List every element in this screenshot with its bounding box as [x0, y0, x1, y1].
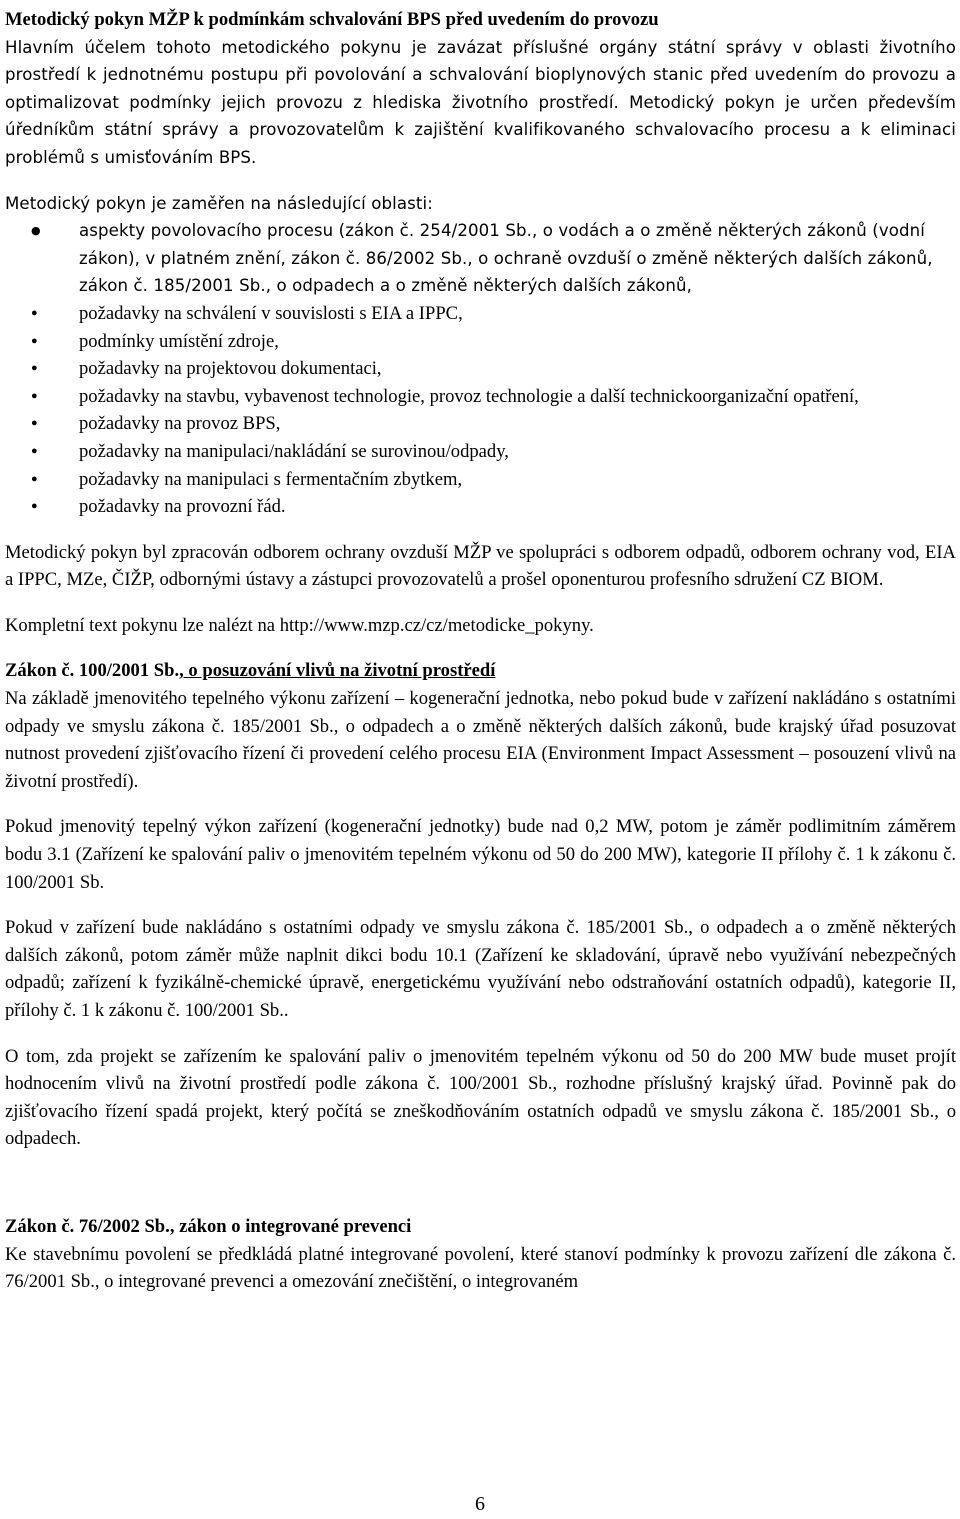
list-item: ● požadavky na projektovou dokumentaci,	[5, 355, 956, 383]
eia-paragraph: O tom, zda projekt se zařízením ke spalování paliv o jmenovitém tepelném výkonu od 50 do 200 MW bude muset projít hodnocením vlivů na životní prostředí podle zákona č. 100/2001 Sb., rozhodne příslušný krajský úřad. Povinně pak do zjišťovacího řízení spadá projekt, který počítá se zneškodňováním ostatních odpadů ve smyslu zákona č. 185/2001 Sb., o odpadech.	[5, 1045, 956, 1150]
list-item: ● požadavky na provoz BPS,	[5, 410, 956, 438]
areas-lead: Metodický pokyn je zaměřen na následující oblasti:	[5, 193, 433, 213]
section-heading-ippc	[5, 1213, 956, 1241]
section-heading-eia	[5, 657, 956, 685]
document-page	[5, 6, 956, 1296]
document-title: Metodický pokyn MŽP k podmínkám schvalování BPS před uvedením do provozu	[5, 9, 659, 30]
section-heading-ippc-law: Zákon č. 76/2002 Sb.	[5, 1215, 170, 1237]
eia-paragraph: Pokud v zařízení bude nakládáno s ostatními odpady ve smyslu zákona č. 185/2001 Sb., o odpadech a o změně některých dalších zákonů, potom záměr může naplnit dikci bodu 10.1 (Zařízení ke skladování, úpravě nebo využívání nebezpečných odpadů; zařízení k fyzikálně-chemické úpravě, energetickému využívání nebo odstraňování ostatních odpadů), kategorie II, přílohy č. 1 k zákonu č. 100/2001 Sb..	[5, 917, 956, 1021]
eia-paragraph: Pokud jmenovitý tepelný výkon zařízení (kogenerační jednotky) bude nad 0,2 MW, potom je záměr podlimitním záměrem bodu 3.1 (Zařízení ke spalování paliv o jmenovitém tepelném výkonu od 50 do 200 MW), kategorie II přílohy č. 1 k zákonu č. 100/2001 Sb.	[5, 816, 956, 893]
section-heading-eia-title: , o posuzování vlivů na životní prostředí	[179, 660, 496, 682]
full-text-link-paragraph: Kompletní text pokynu lze nalézt na http://www.mzp.cz/cz/metodicke_pokyny.	[5, 614, 594, 636]
list-item: ● požadavky na provozní řád.	[5, 493, 956, 521]
eia-paragraph: Na základě jmenovitého tepelného výkonu zařízení – kogenerační jednotka, nebo pokud bude v zařízení nakládáno s ostatními odpady ve smyslu zákona č. 185/2001 Sb., o odpadech a o změně některých dalších zákonů, bude krajský úřad posuzovat nutnost provedení zjišťovacího řízení či provedení celého procesu EIA (Environment Impact Assessment – posouzení vlivů na životní prostředí).	[5, 688, 956, 792]
list-item: ● požadavky na schválení v souvislosti s EIA a IPPC,	[5, 300, 956, 328]
prepared-by-paragraph: Metodický pokyn byl zpracován odborem ochrany ovzduší MŽP ve spolupráci s odborem odpadů, odborem ochrany vod, EIA a IPPC, MZe, ČIŽP, odbornými ústavy a zástupci provozovatelů a prošel oponenturou profesního sdružení CZ BIOM.	[5, 541, 956, 591]
page-number: 6	[475, 1493, 485, 1515]
list-item: ● požadavky na stavbu, vybavenost technologie, provoz technologie a další technickoorganizační opatření,	[5, 383, 956, 411]
section-heading-ippc-title: , zákon o integrované prevenci	[169, 1215, 412, 1237]
list-item: ● aspekty povolovacího procesu (zákon č. 254/2001 Sb., o vodách a o změně některých zákonů (vodní zákon), v platném znění, zákon č. 86/2002 Sb., o ochraně ovzduší o změně některých dalších zákonů, zákon č. 185/2001 Sb., o odpadech a o změně některých dalších zákonů,	[5, 217, 956, 300]
list-item: ● podmínky umístění zdroje,	[5, 328, 956, 356]
section-heading-eia-law: Zákon č. 100/2001 Sb.	[5, 660, 180, 682]
ippc-paragraph: Ke stavebnímu povolení se předkládá platné integrované povolení, které stanoví podmínky k provozu zařízení dle zákona č. 76/2001 Sb., o integrované prevenci a omezování znečištění, o integrovaném	[5, 1243, 956, 1293]
intro-paragraph: Hlavním účelem tohoto metodického pokynu je zavázat příslušné orgány státní správy v oblasti životního prostředí k jednotnému postupu při povolování a schvalování bioplynových stanic před uvedením do provozu a optimalizovat podmínky jejich provozu z hlediska životního prostředí. Metodický pokyn je určen především úředníkům státní správy a provozovatelům k zajištění kvalifikovaného schvalovacího procesu a k eliminaci problémů s umisťováním BPS.	[5, 37, 956, 167]
areas-list	[5, 217, 956, 521]
list-item: ● požadavky na manipulaci s fermentačním zbytkem,	[5, 466, 956, 494]
list-item: ● požadavky na manipulaci/nakládání se surovinou/odpady,	[5, 438, 956, 466]
